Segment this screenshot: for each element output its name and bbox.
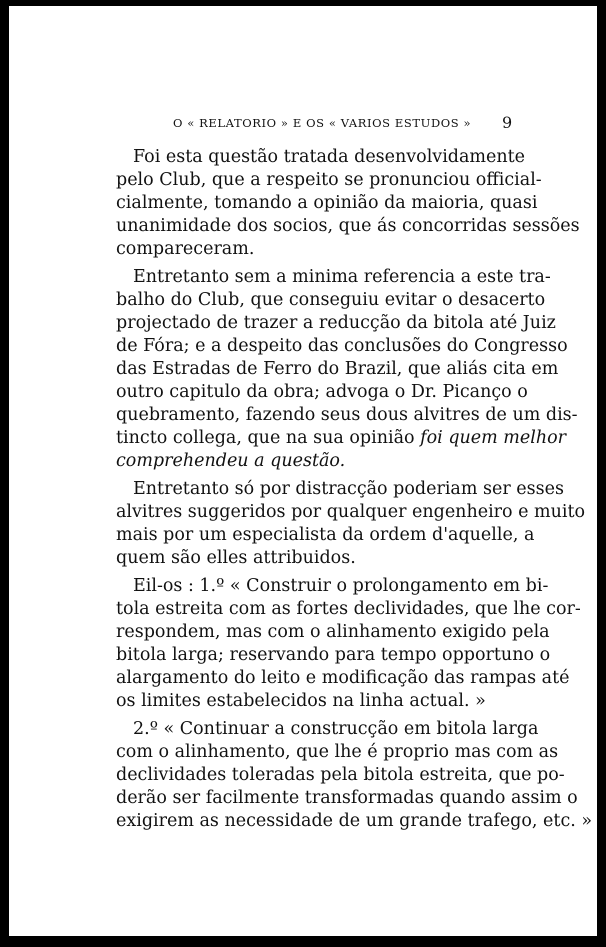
text-line: quem são elles attribuidos. — [116, 548, 356, 568]
text-line: os limites estabelecidos na linha actual. » — [116, 691, 486, 711]
text-line: quebramento, fazendo seus dous alvitres de um dis- — [116, 405, 578, 425]
text-line: com o alinhamento, que lhe é proprio mas com as — [116, 742, 559, 762]
text-line: balho do Club, que conseguiu evitar o desacerto — [116, 290, 546, 310]
text-line: alvitres suggeridos por qualquer engenheiro e muito — [116, 502, 586, 522]
text-line: derão ser facilmente transformadas quando assim o — [116, 788, 578, 808]
text-line: Eil-os : 1.º « Construir o prolongamento em bi- — [133, 576, 549, 596]
text-line — [116, 427, 567, 449]
text-line: Entretanto sem a minima referencia a este tra- — [133, 267, 551, 287]
text-line: declividades toleradas pela bitola estreita, que po- — [116, 765, 565, 785]
italic-phrase: foi quem melhor — [420, 428, 567, 448]
text-line: cialmente, tomando a opinião da maioria, quasi — [116, 193, 538, 213]
text-line: pelo Club, que a respeito se pronunciou official- — [116, 170, 542, 190]
page-number: 9 — [502, 113, 513, 132]
text-line: das Estradas de Ferro do Brazil, que aliás cita em — [116, 359, 559, 379]
text-line: respondem, mas com o alinhamento exigido pela — [116, 622, 550, 642]
text-line: unanimidade dos socios, que ás concorridas sessões — [116, 216, 580, 236]
text-line: outro capitulo da obra; advoga o Dr. Picanço o — [116, 382, 528, 402]
text-line: Foi esta questão tratada desenvolvidamente — [133, 147, 526, 167]
text-line: compareceram. — [116, 239, 255, 259]
text-line: mais por um especialista da ordem d'aquelle, a — [116, 525, 535, 545]
text-line: Entretanto só por distracção poderiam ser esses — [133, 479, 564, 499]
book-page — [9, 6, 597, 936]
text-line: bitola larga; reservando para tempo opportuno o — [116, 645, 551, 665]
text-line: projectado de trazer a reducção da bitola até Juiz — [116, 313, 556, 333]
running-title: O « RELATORIO » E OS « VARIOS ESTUDOS » — [173, 116, 472, 130]
text-line: alargamento do leito e modificação das rampas até — [116, 668, 570, 688]
text-line: exigirem as necessidade de um grande trafego, etc. » — [116, 811, 593, 831]
text-line: tola estreita com as fortes declividades, que lhe cor- — [116, 599, 581, 619]
text-line: de Fóra; e a despeito das conclusões do Congresso — [116, 336, 568, 356]
text-segment: tincto collega, que na sua opinião — [116, 428, 415, 448]
text-line: 2.º « Continuar a construcção em bitola larga — [133, 719, 539, 739]
text-line: comprehendeu a questão. — [116, 451, 346, 471]
